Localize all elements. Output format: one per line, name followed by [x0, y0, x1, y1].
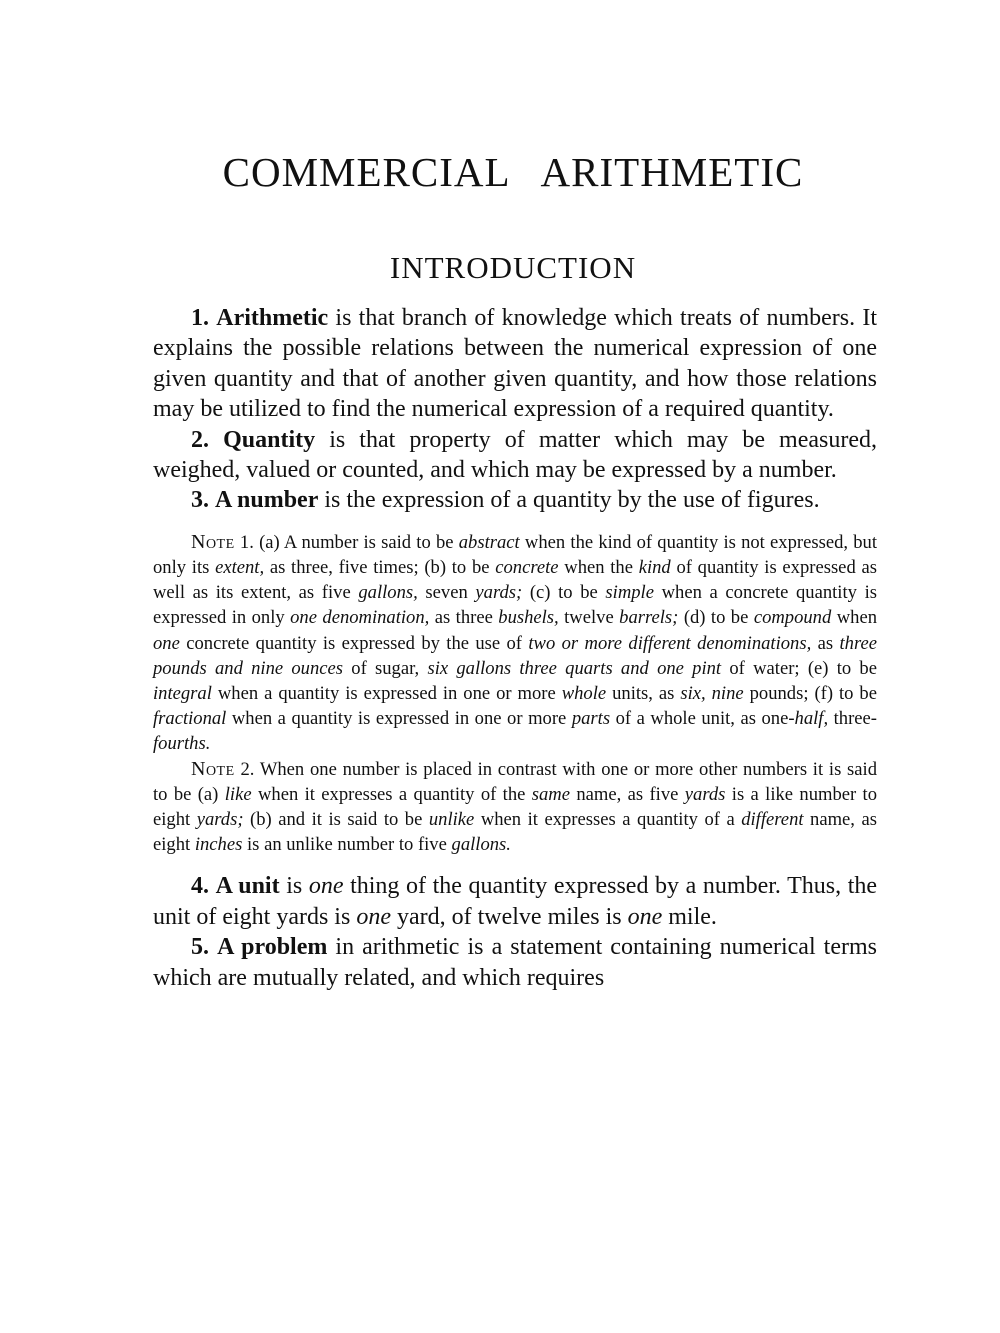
- note-text: twelve: [564, 607, 614, 629]
- paragraph-text: in arithmetic is a statement containing numerical terms which are mutually related, and which requires: [153, 934, 878, 991]
- note-text: seven: [425, 582, 468, 604]
- paragraph-number: 1.: [191, 305, 209, 331]
- note-emphasis: one denomination,: [290, 607, 430, 629]
- note-emphasis: whole: [561, 683, 607, 705]
- note-emphasis: different: [741, 809, 804, 831]
- note-emphasis: parts: [571, 708, 611, 730]
- note-number: 1.: [239, 531, 254, 553]
- note-text: pounds; (f) to be: [749, 683, 877, 705]
- note-emphasis: six, nine: [680, 683, 744, 705]
- defined-term: A problem: [217, 934, 328, 961]
- note-emphasis: same: [531, 783, 570, 805]
- note-text: of quantity is expressed as well as its extent, as five: [153, 557, 877, 604]
- paragraph-text: is: [286, 873, 303, 900]
- note-text: (a) A number is said to be: [259, 531, 454, 553]
- paragraph-5: [153, 932, 877, 993]
- note-emphasis: kind: [638, 557, 671, 579]
- defined-term: Arithmetic: [216, 305, 329, 331]
- note-text: is a like number to eight: [153, 783, 878, 831]
- note-text: when the kind of quantity is not expressed, but only its: [153, 531, 877, 579]
- paragraph-text: mile.: [668, 903, 717, 930]
- paragraph-number: 4.: [191, 873, 209, 900]
- defined-term: A number: [215, 487, 319, 514]
- paragraph-text: is that branch of knowledge which treats of numbers. It explains the possible relations between the numerical expression of one given quantity and that of another given quantity, and how those relations may be utilized to find the numerical expression of a required quantity.: [153, 305, 877, 423]
- paragraph-emphasis: one: [308, 873, 344, 900]
- note-emphasis: like: [224, 783, 252, 805]
- note-emphasis: gallons.: [451, 834, 511, 856]
- note-emphasis: simple: [605, 582, 654, 604]
- paragraph-number: 2.: [191, 426, 209, 453]
- note-text: (d) to be: [683, 607, 749, 629]
- note-number: 2.: [240, 758, 255, 780]
- note-text: when a quantity is expressed in one or more: [217, 683, 556, 705]
- paragraph-number: 5.: [191, 934, 209, 961]
- note-text: when a concrete quantity is expressed in only: [153, 582, 877, 629]
- defined-term: A unit: [215, 873, 280, 900]
- note-emphasis: two or more different denominations,: [528, 632, 812, 654]
- note-emphasis: yards;: [475, 582, 523, 604]
- note-emphasis: half,: [794, 708, 829, 730]
- note-emphasis: six gallons three quarts and one pint: [427, 657, 722, 679]
- paragraph-3: [153, 485, 877, 515]
- note-text: three-: [833, 708, 877, 730]
- note-emphasis: unlike: [428, 809, 475, 831]
- note-emphasis: compound: [753, 607, 832, 629]
- note-emphasis: fractional: [153, 708, 227, 730]
- note-text: is an unlike number to five: [247, 834, 447, 856]
- paragraph-emphasis: one: [627, 903, 663, 930]
- note-text: when it expresses a quantity of a: [480, 809, 735, 831]
- note-emphasis: concrete: [495, 557, 559, 579]
- note-emphasis: extent,: [215, 557, 265, 579]
- section-heading: INTRODUCTION: [389, 250, 637, 285]
- paragraph-text: thing of the quantity expressed by a number. Thus, the unit of eight yards is: [153, 873, 878, 930]
- note-text: as: [817, 632, 834, 654]
- note-emphasis: fourths.: [153, 733, 211, 755]
- note-2: [153, 757, 877, 858]
- note-text: concrete quantity is expressed by the use of: [186, 632, 523, 654]
- defined-term: Quantity: [223, 426, 316, 453]
- note-emphasis: integral: [153, 683, 212, 705]
- paragraph-text: is the expression of a quantity by the use of figures.: [324, 487, 820, 514]
- note-text: when the: [564, 557, 633, 579]
- paragraph-4: [153, 871, 877, 932]
- note-emphasis: barrels;: [619, 607, 679, 629]
- note-text: when it expresses a quantity of the: [257, 783, 526, 805]
- paragraph-1: [153, 303, 877, 425]
- note-text: as three: [434, 607, 493, 629]
- note-label: Note: [191, 757, 235, 780]
- note-emphasis: gallons,: [358, 582, 418, 604]
- page-title: [150, 148, 876, 196]
- note-label: Note: [191, 530, 235, 553]
- note-emphasis: bushels,: [498, 607, 559, 629]
- note-text: of a whole unit, as one-: [615, 708, 795, 730]
- note-emphasis: yards: [684, 783, 726, 805]
- page-body: [153, 303, 877, 993]
- note-emphasis: abstract: [458, 531, 520, 553]
- note-text: when a quantity is expressed in one or more: [231, 708, 567, 730]
- note-emphasis: three pounds and nine ounces: [153, 632, 877, 679]
- title-word-1: COMMERCIAL: [222, 149, 511, 195]
- note-text: units, as: [612, 683, 675, 705]
- note-text: (b) and it is said to be: [250, 809, 423, 831]
- note-text: name, as eight: [153, 809, 877, 856]
- note-text: when: [836, 607, 877, 629]
- note-text: as three, five times; (b) to be: [269, 557, 490, 579]
- note-text: name, as five: [576, 783, 679, 805]
- paragraph-text: yard, of twelve miles is: [396, 903, 622, 930]
- note-text: of water; (e) to be: [729, 657, 877, 679]
- paragraph-text: is that property of matter which may be measured, weighed, valued or counted, and which may be expressed by a number.: [153, 426, 878, 484]
- note-emphasis: inches: [194, 834, 243, 856]
- note-text: When one number is placed in contrast with one or more other numbers it is said to be (a): [153, 758, 878, 805]
- paragraph-2: [153, 425, 877, 486]
- paragraph-emphasis: one: [356, 903, 391, 930]
- note-text: (c) to be: [529, 582, 598, 604]
- note-emphasis: one: [153, 632, 180, 654]
- note-1: [153, 530, 877, 757]
- title-word-2: ARITHMETIC: [540, 149, 804, 195]
- paragraph-number: 3.: [191, 487, 209, 514]
- note-emphasis: yards;: [196, 809, 244, 831]
- note-text: of sugar,: [351, 657, 420, 679]
